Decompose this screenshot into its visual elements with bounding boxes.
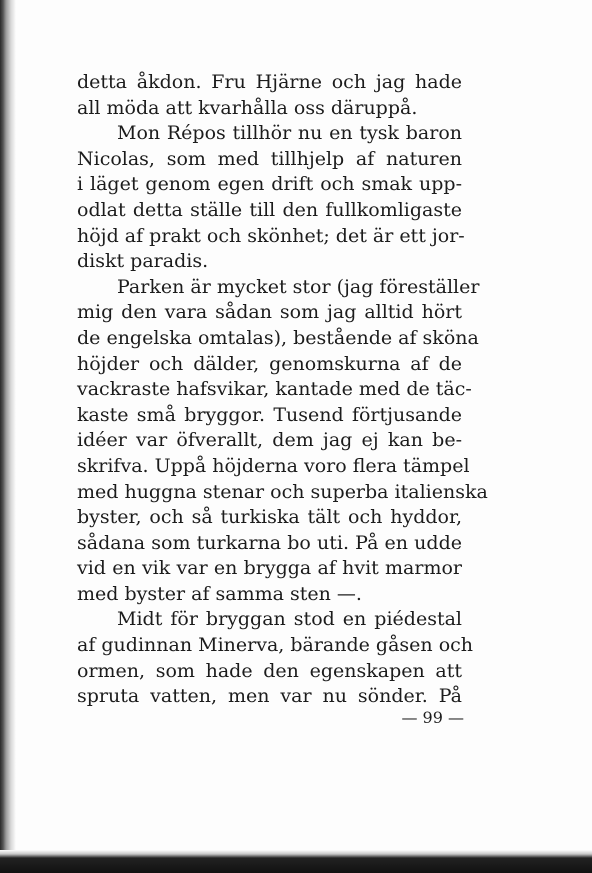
text-line: mig den vara sådan som jag alltid hört <box>77 301 462 324</box>
scan-binding-edge <box>0 0 16 873</box>
text-line: höjd af prakt och skönhet; det är ett jor- <box>77 224 465 247</box>
text-line: kaste små bryggor. Tusend förtjusande <box>77 403 462 426</box>
text-line: odlat detta ställe till den fullkomligaste <box>77 198 462 221</box>
text-line: Midt för bryggan stod en piédestal <box>117 608 462 631</box>
text-line: skrifva. Uppå höjderna voro flera tämpel <box>77 454 470 477</box>
text-line: sådana som turkarna bo uti. På en udde <box>77 531 462 554</box>
text-line: af gudinnan Minerva, bärande gåsen och <box>77 634 474 657</box>
text-line: med huggna stenar och superba italienska <box>77 480 488 503</box>
text-line: Nicolas, som med tillhjelp af naturen <box>77 147 462 170</box>
text-line: diskt paradis. <box>77 250 209 273</box>
text-line: höjder och dälder, genomskurna af de <box>77 352 462 375</box>
text-line: de engelska omtalas), bestående af sköna <box>77 326 479 349</box>
text-line: Parken är mycket stor (jag föreställer <box>117 275 480 298</box>
text-line: idéer var öfverallt, dem jag ej kan be- <box>77 429 462 452</box>
text-line: spruta vatten, men var nu sönder. På <box>77 685 462 708</box>
text-line: all möda att kvarhålla oss däruppå. <box>77 96 418 119</box>
text-line: med byster af samma sten —. <box>77 582 362 605</box>
text-line: vackraste hafsvikar, kantade med de täc- <box>77 378 472 401</box>
text-line: i läget genom egen drift och smak upp- <box>77 173 462 196</box>
text-line: vid en vik var en brygga af hvit marmor <box>77 557 462 580</box>
body-text <box>77 70 488 710</box>
text-line: byster, och så turkiska tält och hyddor, <box>77 506 462 529</box>
text-line: Mon Répos tillhör nu en tysk baron <box>117 122 462 145</box>
text-line: detta åkdon. Fru Hjärne och jag hade <box>77 71 462 93</box>
scan-bottom-edge <box>0 850 592 873</box>
page-number: — 99 — <box>401 708 464 727</box>
text-line: ormen, som hade den egenskapen att <box>77 659 462 682</box>
